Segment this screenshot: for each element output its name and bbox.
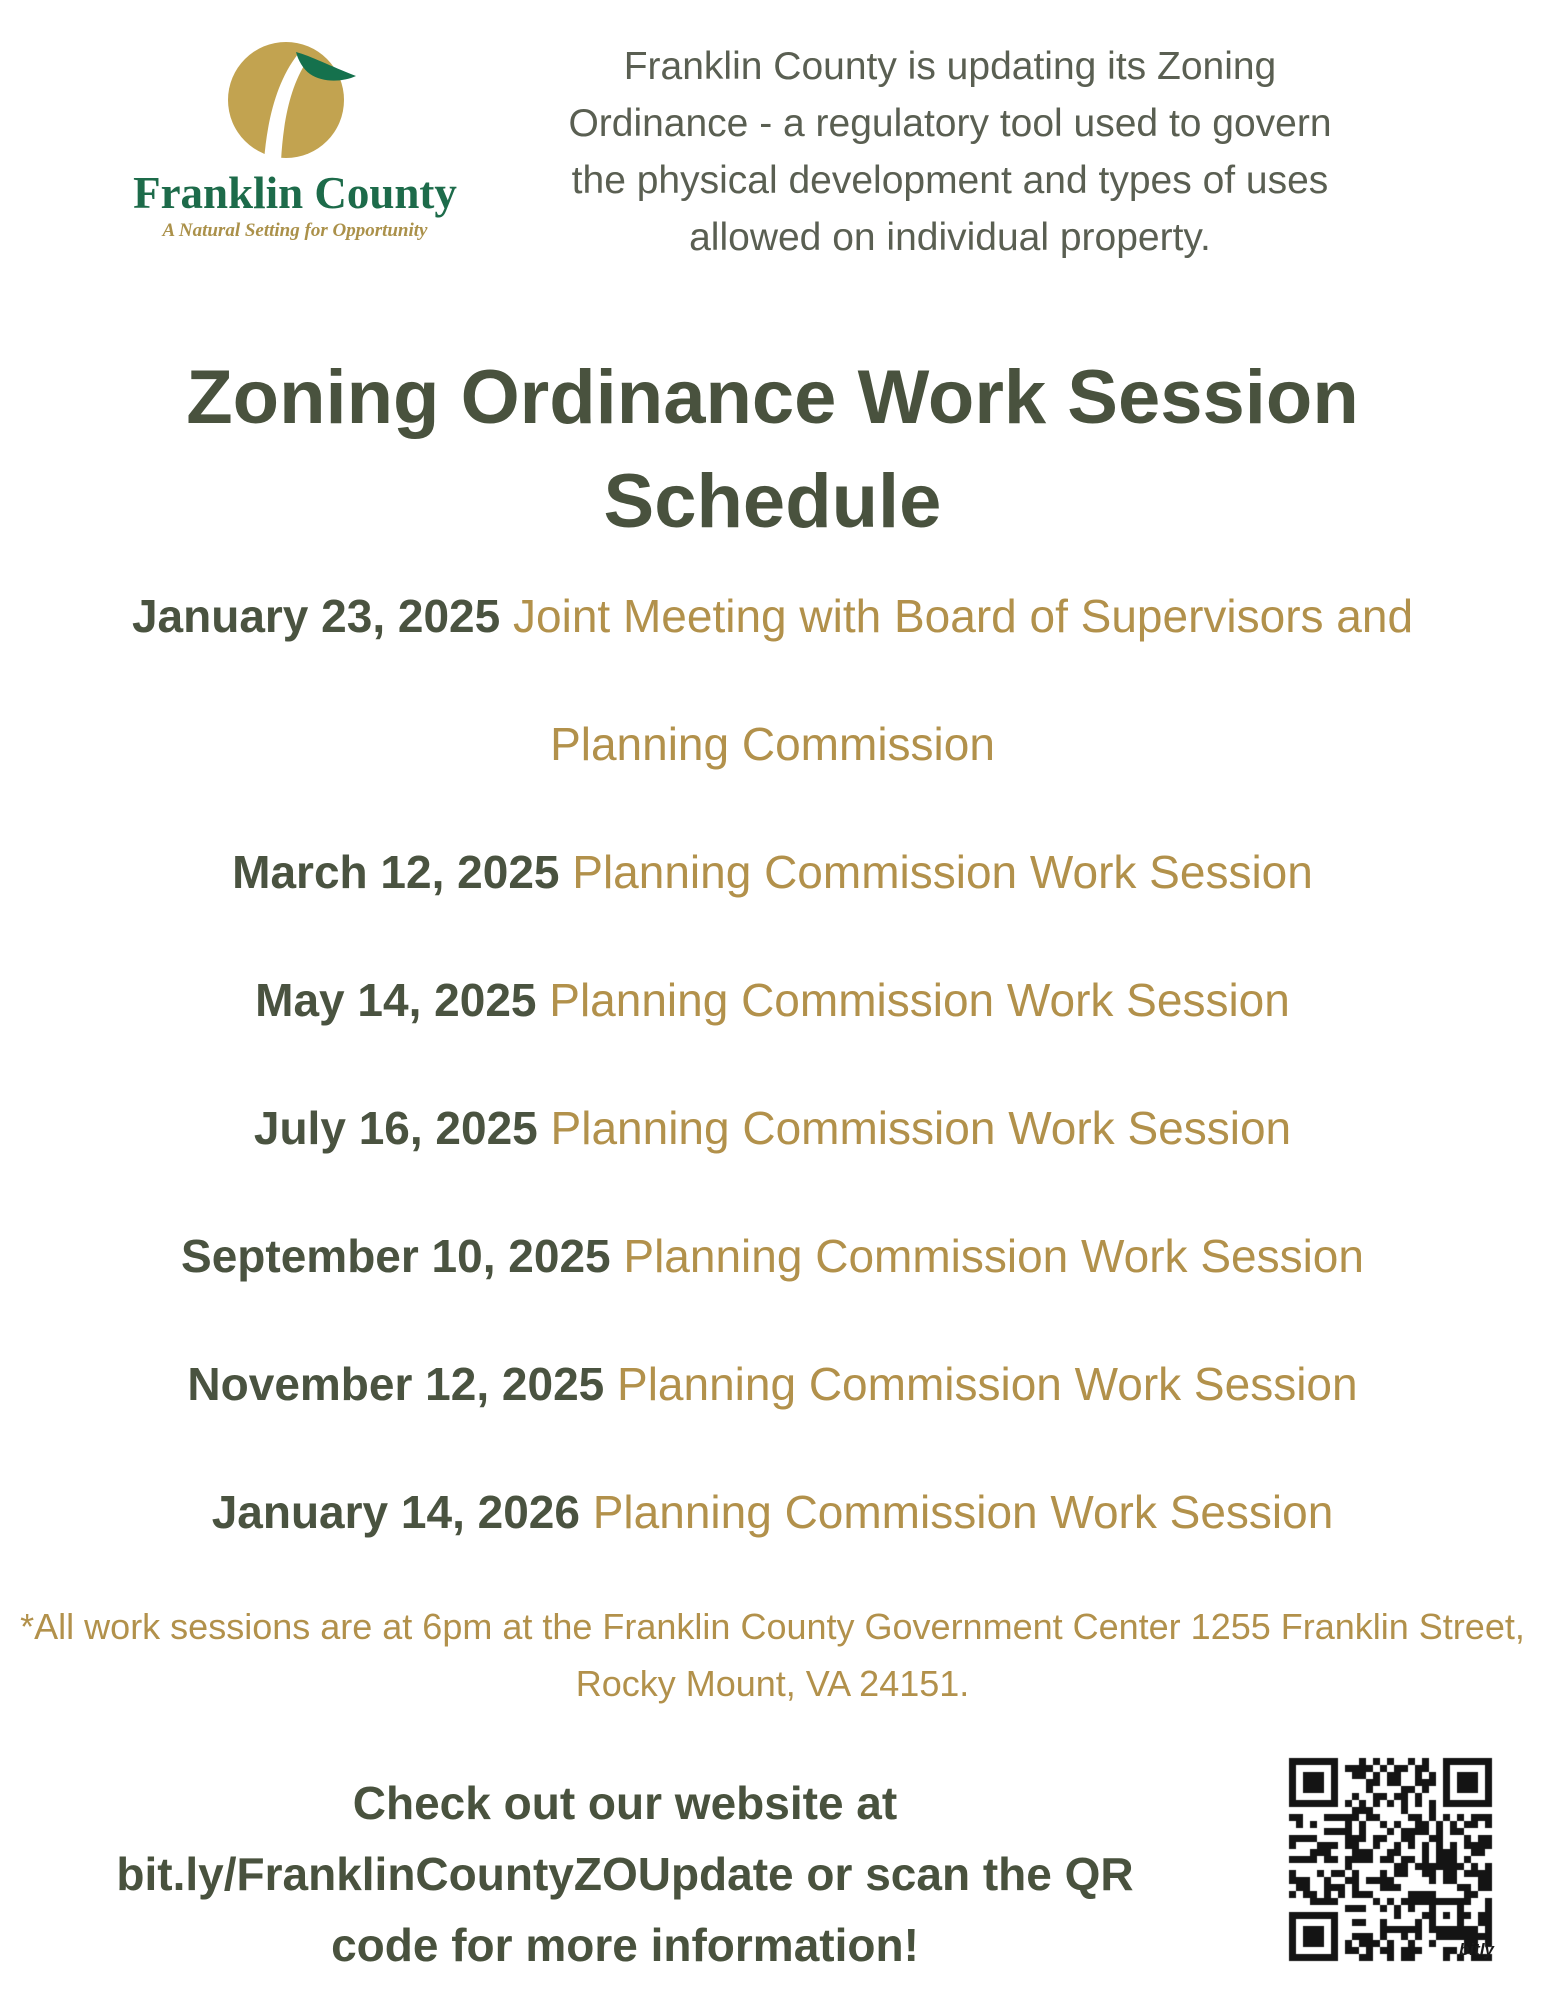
schedule-row-continuation (0, 680, 1545, 808)
footnote-line: Rocky Mount, VA 24151. (575, 1663, 970, 1704)
logo-wordmark: Franklin County (133, 168, 457, 218)
session-label: Planning Commission Work Session (604, 1358, 1358, 1410)
footnote (0, 1598, 1545, 1712)
cta-line: code for more information! (331, 1919, 919, 1971)
franklin-county-logo (95, 30, 495, 242)
cta-line: bit.ly/FranklinCountyZOUpdate or scan the QR (116, 1848, 1134, 1900)
session-date: January 14, 2026 (211, 1486, 580, 1538)
session-date: July 16, 2025 (253, 1102, 538, 1154)
logo-tagline: A Natural Setting for Opportunity (162, 220, 428, 241)
session-date: May 14, 2025 (255, 974, 537, 1026)
session-date: November 12, 2025 (187, 1358, 605, 1410)
schedule-list (0, 552, 1545, 1576)
page-title (0, 346, 1545, 554)
cta-line: Check out our website at (352, 1777, 898, 1829)
session-label: Planning Commission Work Session (537, 1102, 1292, 1154)
schedule-row (0, 552, 1545, 680)
session-date: September 10, 2025 (181, 1230, 611, 1282)
intro-line: Franklin County is updating its Zoning (623, 45, 1277, 88)
session-date: March 12, 2025 (232, 846, 560, 898)
intro-paragraph (450, 38, 1450, 266)
qr-code-image (1288, 1757, 1494, 1963)
session-label: Planning Commission Work Session (579, 1486, 1334, 1538)
session-label: Planning Commission Work Session (536, 974, 1290, 1026)
schedule-row (0, 808, 1545, 936)
schedule-row (0, 1320, 1545, 1448)
schedule-row (0, 936, 1545, 1064)
qr-code (1288, 1757, 1494, 1963)
footnote-line: *All work sessions are at 6pm at the Franklin County Government Center 1255 Franklin Street, (20, 1606, 1525, 1647)
session-label: Joint Meeting with Board of Supervisors and (500, 590, 1414, 642)
bitly-label: bitly (1459, 1940, 1494, 1959)
title-line: Zoning Ordinance Work Session (186, 355, 1359, 440)
intro-line: the physical development and types of uses (571, 159, 1329, 202)
schedule-row (0, 1448, 1545, 1576)
session-label: Planning Commission (550, 718, 995, 770)
session-date: January 23, 2025 (131, 590, 501, 642)
logo-mark-icon (210, 30, 380, 165)
intro-line: Ordinance - a regulatory tool used to govern (568, 102, 1332, 145)
schedule-row (0, 1192, 1545, 1320)
title-line: Schedule (603, 459, 942, 544)
schedule-row (0, 1064, 1545, 1192)
session-label: Planning Commission Work Session (559, 846, 1313, 898)
intro-line: allowed on individual property. (689, 216, 1211, 259)
session-label: Planning Commission Work Session (610, 1230, 1364, 1282)
cta-text (55, 1768, 1195, 1981)
